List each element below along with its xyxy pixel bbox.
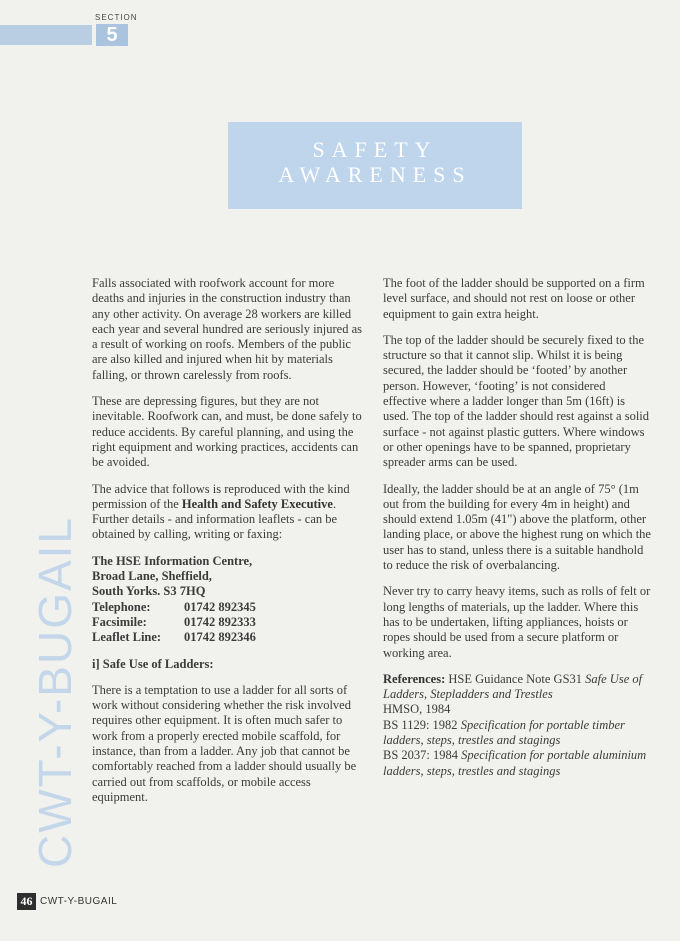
left-column [92, 276, 368, 816]
title-line-1: SAFETY [312, 137, 438, 162]
hse-paragraph: The advice that follows is reproduced with the kind permission of the Health and Safety Executive. Further details - and information leaflets - can be obtained by calling, writing or faxing: [92, 481, 350, 542]
ladder-angle-paragraph: Ideally, the ladder should be at an angle of 75° (1m out from the building for every 4m in height) and should extend 1.05m (41") above the platform, other landing place, or above the highest rung on which the user has to stand, unless there is a suitable handhold to reduce the risk of overbalancing. [383, 481, 651, 573]
page-footer [17, 893, 117, 910]
title-line-2: AWARENESS [278, 162, 472, 187]
ladder-temptation-paragraph: There is a temptation to use a ladder for all sorts of work without considering whether the risk involved requires other equipment. It is often much safer to work from a properly erected mobile scaffold, for instance, than from a ladder. Any job that cannot be comfortably reached from a ladder should usually be carried out from scaffolds, or mobile access equipment. [92, 682, 357, 804]
intro-paragraph: Falls associated with roofwork account for more deaths and injuries in the construction industry than any other activity. On average 28 workers are killed each year and several hundred are seriously injured as a result of working on roofs. Members of the public are also killed and injured when hit by materials falling, or thrown carelessly from roofs. [92, 276, 363, 382]
section-bar [0, 25, 92, 45]
ladder-foot-paragraph: The foot of the ladder should be supported on a firm level surface, and should not rest on loose or other equipment to gain extra height. [383, 276, 645, 321]
telephone-row: Telephone: 01742 892345 [92, 599, 256, 614]
fax-row: Facsimile: 01742 892333 [92, 614, 256, 629]
section-label: SECTION [95, 13, 138, 22]
right-column [383, 276, 651, 779]
reference-2: BS 1129: 1982 Specification for portable timber ladders, steps, trestles and stagings [383, 717, 625, 748]
page-number: 46 [17, 893, 36, 910]
heavy-items-paragraph: Never try to carry heavy items, such as rolls of felt or long lengths of materials, up the ladder. Where this has to be undertaken, lifting appliances, hoists or ropes should be used from a secure platform or working area. [383, 584, 651, 660]
reference-3: BS 2037: 1984 Specification for portable aluminium ladders, steps, trestles and stagings [383, 748, 647, 778]
section-number: 5 [96, 24, 128, 46]
address-line: Broad Lane, Sheffield, [92, 569, 212, 584]
reference-1: References: HSE Guidance Note GS31 Safe Use of Ladders, Stepladders and Trestles [383, 671, 643, 702]
ladders-heading: i] Safe Use of Ladders: [92, 656, 214, 671]
footer-brand: CWT-Y-BUGAIL [40, 896, 118, 907]
address-line: The HSE Information Centre, [92, 553, 253, 568]
references [383, 672, 651, 779]
page-title [228, 122, 522, 209]
leaflet-row: Leaflet Line: 01742 892346 [92, 630, 256, 645]
spine-brand-text: CWT-Y-BUGAIL [29, 515, 81, 868]
hse-address [92, 554, 368, 646]
figures-paragraph: These are depressing figures, but they are not inevitable. Roofwork can, and must, be done safely to reduce accidents. By careful planning, and using the right equipment and working practices, accidents can be avoided. [92, 394, 362, 470]
ladder-top-paragraph: The top of the ladder should be securely fixed to the structure so that it cannot slip. Whilst it is being secured, the ladder should be ‘footed’ by another person. However, ‘footing’ is not considered effective where a ladder longer than 5m (16ft) is used. The top of the ladder should rest against a solid surface - not against plastic gutters. Where windows or other openings have to be spanned, proprietary spreader arms can be used. [383, 332, 650, 470]
address-line: South Yorks. S3 7HQ [92, 584, 206, 599]
reference-1-publisher: HMSO, 1984 [383, 702, 451, 717]
hse-name: Health and Safety Executive [181, 496, 333, 511]
